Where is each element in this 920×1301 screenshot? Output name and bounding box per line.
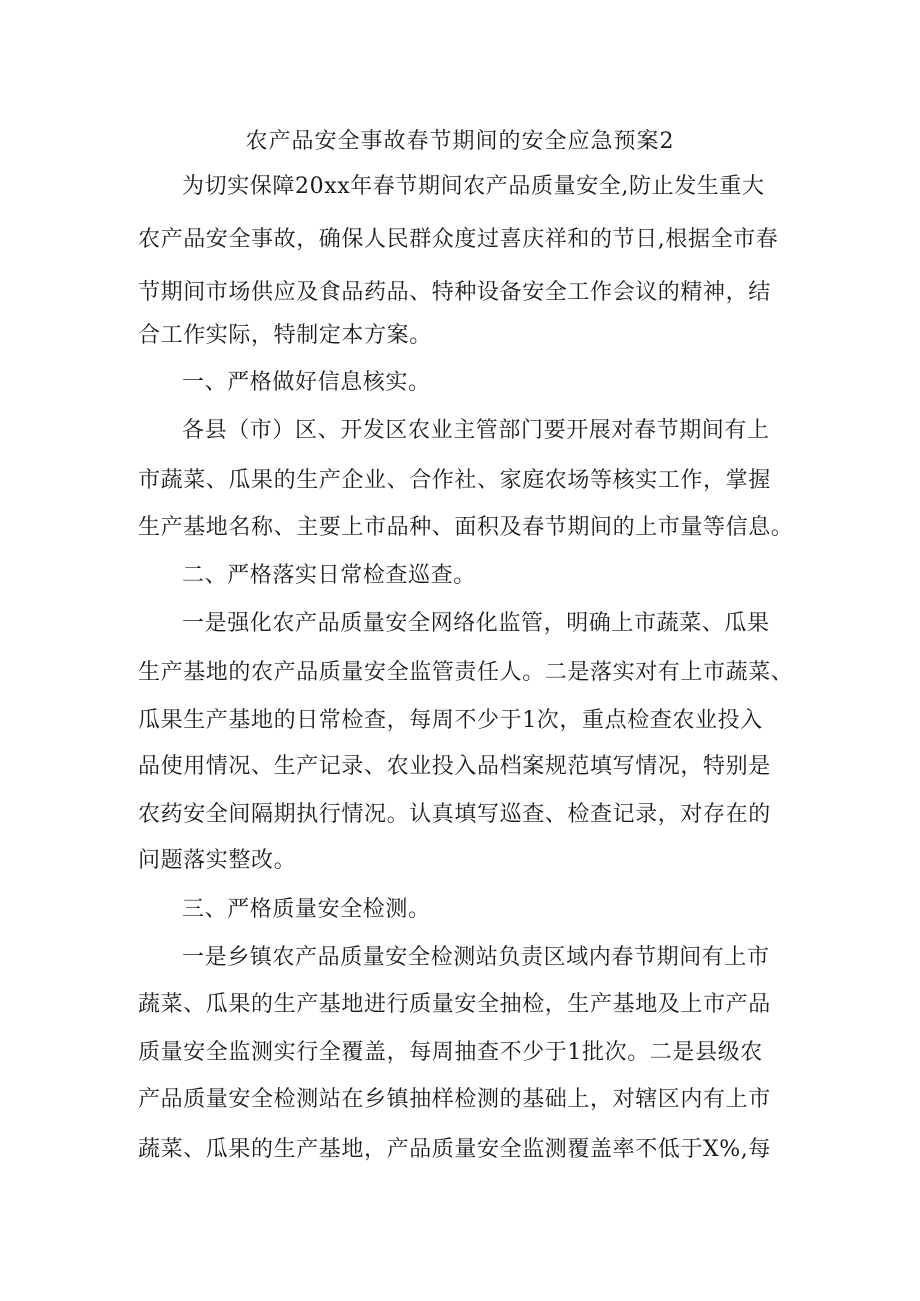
paragraph-line: 市蔬菜、瓜果的生产企业、合作社、家庭农场等核实工作，掌握 <box>138 468 771 493</box>
paragraph-line: 蔬菜、瓜果的生产基地进行质量安全抽检，生产基地及上市产品 <box>138 992 771 1017</box>
paragraph-line: 农产品安全事故，确保人民群众度过喜庆祥和的节日,根据全市春 <box>138 227 779 252</box>
paragraph-line: 质量安全监测实行全覆盖，每周抽查不少于1批次。二是县级农 <box>138 1040 763 1065</box>
paragraph-line: 品使用情况、生产记录、农业投入品档案规范填写情况，特别是 <box>138 754 771 779</box>
paragraph-line: 生产基地的农产品质量安全监管责任人。二是落实对有上市蔬菜、 <box>138 660 794 685</box>
document-title: 农产品安全事故春节期间的安全应急预案2 <box>245 129 675 154</box>
paragraph-line: 蔬菜、瓜果的生产基地，产品质量安全监测覆盖率不低于X%,每 <box>138 1137 771 1162</box>
paragraph-line: 一是乡镇农产品质量安全检测站负责区域内春节期间有上市 <box>182 945 770 970</box>
paragraph-line: 瓜果生产基地的日常检查，每周不少于1次，重点检查农业投入 <box>138 708 763 733</box>
paragraph-line: 为切实保障20xx年春节期间农产品质量安全,防止发生重大 <box>182 174 765 199</box>
paragraph-line: 一是强化农产品质量安全网络化监管，明确上市蔬菜、瓜果 <box>182 611 770 636</box>
paragraph-line: 农药安全间隔期执行情况。认真填写巡查、检查记录，对存在的 <box>138 802 771 827</box>
paragraph-line: 问题落实整改。 <box>138 848 297 873</box>
section-heading: 二、严格落实日常检查巡查。 <box>182 563 476 588</box>
paragraph-line: 生产基地名称、主要上市品种、面积及春节期间的上市量等信息。 <box>138 515 794 540</box>
section-heading: 一、严格做好信息核实。 <box>182 370 431 395</box>
paragraph-line: 各县（市）区、开发区农业主管部门要开展对春节期间有上 <box>182 418 770 443</box>
paragraph-line: 产品质量安全检测站在乡镇抽样检测的基础上，对辖区内有上市 <box>138 1087 771 1112</box>
section-heading: 三、严格质量安全检测。 <box>182 897 431 922</box>
paragraph-line: 节期间市场供应及食品药品、特种设备安全工作会议的精神，结 <box>138 280 771 305</box>
paragraph-line: 合工作实际，特制定本方案。 <box>138 323 432 348</box>
